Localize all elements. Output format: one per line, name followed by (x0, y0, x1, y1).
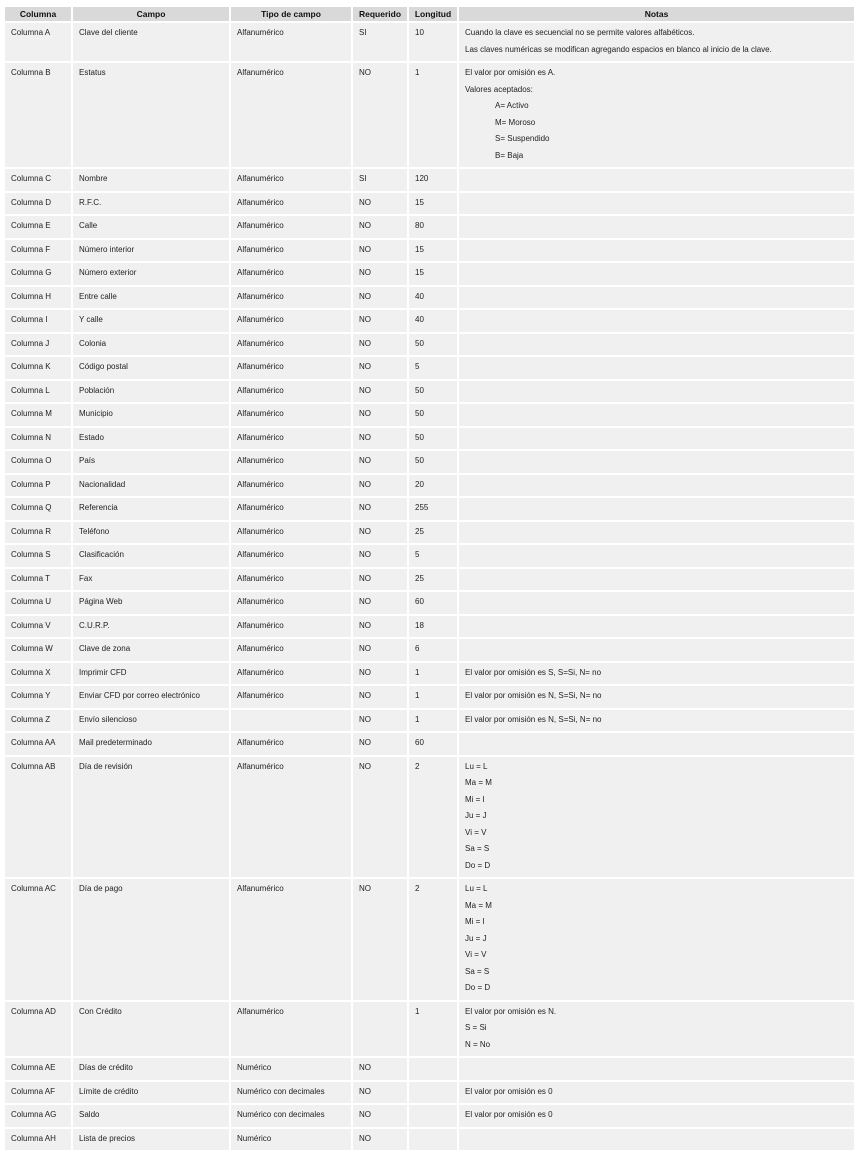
table-row (5, 216, 854, 238)
cell-columna: Columna T (5, 569, 71, 591)
cell-notas (459, 1058, 854, 1080)
header-campo: Campo (73, 7, 229, 21)
cell-requerido: NO (353, 404, 407, 426)
cell-longitud: 5 (409, 357, 457, 379)
cell-campo: Calle (73, 216, 229, 238)
header-tipo: Tipo de campo (231, 7, 351, 21)
note-line: Sa = S (465, 844, 490, 853)
cell-longitud: 255 (409, 498, 457, 520)
cell-campo: País (73, 451, 229, 473)
table-row (5, 404, 854, 426)
field-layout-table (3, 5, 856, 1152)
table-row (5, 639, 854, 661)
cell-campo: Días de crédito (73, 1058, 229, 1080)
cell-columna: Columna Q (5, 498, 71, 520)
table-row (5, 357, 854, 379)
cell-tipo: Alfanumérico (231, 193, 351, 215)
cell-notas (459, 240, 854, 262)
cell-requerido: NO (353, 357, 407, 379)
cell-requerido: NO (353, 545, 407, 567)
note-line: S= Suspendido (495, 134, 550, 143)
cell-tipo: Alfanumérico (231, 287, 351, 309)
note-line: El valor por omisión es 0 (465, 1086, 553, 1096)
note-line: El valor por omisión es 0 (465, 1110, 553, 1119)
note-line: El valor por omisión es N. (465, 1006, 557, 1016)
cell-campo: Imprimir CFD (73, 663, 229, 685)
cell-notas (459, 381, 854, 403)
cell-longitud: 1 (409, 686, 457, 708)
cell-requerido: NO (353, 757, 407, 878)
cell-campo: Colonia (73, 334, 229, 356)
note-line: El valor por omisión es N, S=Si, N= no (465, 691, 602, 700)
cell-notas (459, 216, 854, 238)
cell-longitud (409, 1105, 457, 1127)
cell-longitud: 1 (409, 663, 457, 685)
cell-longitud: 15 (409, 193, 457, 215)
cell-columna: Columna V (5, 616, 71, 638)
cell-campo: Clave del cliente (73, 23, 229, 61)
header-row (5, 7, 854, 21)
table-row (5, 310, 854, 332)
cell-longitud: 40 (409, 287, 457, 309)
cell-longitud: 40 (409, 310, 457, 332)
note-line: Ma = M (465, 778, 492, 787)
cell-tipo: Alfanumérico (231, 545, 351, 567)
cell-requerido: NO (353, 1058, 407, 1080)
cell-requerido: NO (353, 522, 407, 544)
cell-columna: Columna F (5, 240, 71, 262)
cell-campo: Municipio (73, 404, 229, 426)
cell-campo: Código postal (73, 357, 229, 379)
cell-campo: Envío silencioso (73, 710, 229, 732)
cell-campo: Saldo (73, 1105, 229, 1127)
table-row (5, 592, 854, 614)
table-row (5, 1082, 854, 1104)
cell-campo: Nombre (73, 169, 229, 191)
table-row (5, 1058, 854, 1080)
cell-tipo (231, 710, 351, 732)
cell-campo: Límite de crédito (73, 1082, 229, 1104)
cell-notas (459, 663, 854, 685)
cell-tipo: Alfanumérico (231, 23, 351, 61)
cell-columna: Columna W (5, 639, 71, 661)
header-longitud: Longitud (409, 7, 457, 21)
cell-tipo: Alfanumérico (231, 616, 351, 638)
cell-campo: Número interior (73, 240, 229, 262)
cell-columna: Columna Z (5, 710, 71, 732)
cell-tipo: Alfanumérico (231, 522, 351, 544)
cell-columna: Columna AH (5, 1129, 71, 1151)
cell-notas (459, 475, 854, 497)
cell-notas (459, 710, 854, 732)
note-line: El valor por omisión es N, S=Si, N= no (465, 714, 602, 724)
note-line: Do = D (465, 860, 491, 870)
cell-campo: Con Crédito (73, 1002, 229, 1057)
cell-tipo: Alfanumérico (231, 569, 351, 591)
cell-notas (459, 404, 854, 426)
cell-notas (459, 522, 854, 544)
table-row (5, 1105, 854, 1127)
note-line: Ju = J (465, 811, 487, 820)
cell-requerido: NO (353, 663, 407, 685)
table-row (5, 545, 854, 567)
table-row (5, 686, 854, 708)
cell-requerido: NO (353, 1105, 407, 1127)
table-row (5, 381, 854, 403)
note-line: Lu = L (465, 884, 488, 893)
cell-notas (459, 569, 854, 591)
cell-requerido: NO (353, 733, 407, 755)
cell-notas (459, 757, 854, 878)
cell-columna: Columna N (5, 428, 71, 450)
cell-requerido: NO (353, 475, 407, 497)
note-line: Do = D (465, 983, 491, 992)
table-row (5, 498, 854, 520)
cell-columna: Columna AD (5, 1002, 71, 1057)
cell-notas (459, 616, 854, 638)
cell-notas (459, 193, 854, 215)
cell-notas (459, 733, 854, 755)
cell-campo: Y calle (73, 310, 229, 332)
table-row (5, 1129, 854, 1151)
cell-columna: Columna AC (5, 879, 71, 1000)
cell-columna: Columna AF (5, 1082, 71, 1104)
cell-campo: Teléfono (73, 522, 229, 544)
cell-longitud: 50 (409, 451, 457, 473)
table-row (5, 263, 854, 285)
cell-longitud: 2 (409, 757, 457, 878)
header-columna: Columna (5, 7, 71, 21)
cell-longitud: 1 (409, 1002, 457, 1057)
note-line: S = Si (465, 1023, 487, 1032)
cell-notas (459, 451, 854, 473)
cell-longitud: 10 (409, 23, 457, 61)
cell-tipo: Alfanumérico (231, 310, 351, 332)
cell-longitud (409, 1058, 457, 1080)
cell-longitud: 5 (409, 545, 457, 567)
cell-campo: Población (73, 381, 229, 403)
cell-columna: Columna K (5, 357, 71, 379)
note-line: Ju = J (465, 933, 487, 943)
note-line: B= Baja (495, 150, 524, 160)
note-line: Lu = L (465, 761, 488, 771)
cell-tipo: Alfanumérico (231, 381, 351, 403)
cell-requerido: NO (353, 639, 407, 661)
cell-tipo: Alfanumérico (231, 733, 351, 755)
table-row (5, 522, 854, 544)
cell-longitud: 80 (409, 216, 457, 238)
cell-campo: Página Web (73, 592, 229, 614)
cell-tipo: Alfanumérico (231, 216, 351, 238)
cell-tipo: Alfanumérico (231, 663, 351, 685)
cell-campo: Referencia (73, 498, 229, 520)
cell-requerido: NO (353, 428, 407, 450)
table-row (5, 733, 854, 755)
cell-columna: Columna Y (5, 686, 71, 708)
cell-tipo: Alfanumérico (231, 169, 351, 191)
cell-longitud: 15 (409, 263, 457, 285)
cell-columna: Columna A (5, 23, 71, 61)
cell-tipo: Alfanumérico (231, 451, 351, 473)
note-line: Valores aceptados: (465, 84, 533, 94)
cell-campo: Estatus (73, 63, 229, 167)
cell-longitud: 50 (409, 381, 457, 403)
cell-columna: Columna J (5, 334, 71, 356)
cell-requerido: NO (353, 592, 407, 614)
cell-requerido: NO (353, 334, 407, 356)
cell-notas (459, 1129, 854, 1151)
cell-requerido: NO (353, 263, 407, 285)
cell-campo: Mail predeterminado (73, 733, 229, 755)
cell-tipo: Alfanumérico (231, 757, 351, 878)
cell-notas (459, 1105, 854, 1127)
cell-columna: Columna AA (5, 733, 71, 755)
table-row (5, 23, 854, 61)
cell-requerido: SI (353, 169, 407, 191)
cell-campo: R.F.C. (73, 193, 229, 215)
cell-tipo: Alfanumérico (231, 428, 351, 450)
cell-notas (459, 545, 854, 567)
cell-requerido: NO (353, 686, 407, 708)
cell-longitud (409, 1082, 457, 1104)
table-row (5, 240, 854, 262)
note-line: Mi = I (465, 917, 485, 926)
cell-longitud: 15 (409, 240, 457, 262)
cell-columna: Columna AG (5, 1105, 71, 1127)
cell-longitud: 60 (409, 592, 457, 614)
table-row (5, 193, 854, 215)
cell-columna: Columna U (5, 592, 71, 614)
cell-requerido: NO (353, 710, 407, 732)
cell-requerido: NO (353, 240, 407, 262)
cell-requerido: NO (353, 498, 407, 520)
cell-tipo: Alfanumérico (231, 686, 351, 708)
cell-tipo: Alfanumérico (231, 240, 351, 262)
note-line: Vi = V (465, 827, 487, 837)
cell-tipo: Numérico (231, 1058, 351, 1080)
table-row (5, 757, 854, 878)
cell-notas (459, 498, 854, 520)
cell-requerido: NO (353, 451, 407, 473)
cell-columna: Columna C (5, 169, 71, 191)
cell-notas (459, 639, 854, 661)
cell-longitud: 1 (409, 63, 457, 167)
cell-longitud: 60 (409, 733, 457, 755)
cell-notas (459, 310, 854, 332)
cell-columna: Columna I (5, 310, 71, 332)
table-row (5, 475, 854, 497)
cell-tipo: Numérico (231, 1129, 351, 1151)
cell-campo: Enviar CFD por correo electrónico (73, 686, 229, 708)
table-row (5, 1002, 854, 1057)
cell-columna: Columna D (5, 193, 71, 215)
cell-longitud: 18 (409, 616, 457, 638)
note-line: Cuando la clave es secuencial no se permite valores alfabéticos. (465, 28, 695, 37)
cell-columna: Columna AB (5, 757, 71, 878)
header-notas: Notas (459, 7, 854, 21)
cell-requerido: NO (353, 879, 407, 1000)
cell-campo: Día de pago (73, 879, 229, 1000)
cell-tipo: Alfanumérico (231, 879, 351, 1000)
cell-tipo: Numérico con decimales (231, 1105, 351, 1127)
table-row (5, 428, 854, 450)
table-row (5, 710, 854, 732)
cell-columna: Columna H (5, 287, 71, 309)
cell-columna: Columna G (5, 263, 71, 285)
cell-notas (459, 1002, 854, 1057)
cell-requerido (353, 1002, 407, 1057)
cell-campo: Nacionalidad (73, 475, 229, 497)
cell-requerido: NO (353, 287, 407, 309)
cell-tipo: Numérico con decimales (231, 1082, 351, 1104)
cell-longitud (409, 1129, 457, 1151)
cell-longitud: 20 (409, 475, 457, 497)
cell-longitud: 6 (409, 639, 457, 661)
table-body (5, 23, 854, 1150)
cell-columna: Columna M (5, 404, 71, 426)
cell-requerido: NO (353, 569, 407, 591)
cell-requerido: NO (353, 1082, 407, 1104)
table-row (5, 169, 854, 191)
note-line: El valor por omisión es A. (465, 68, 556, 77)
cell-requerido: NO (353, 63, 407, 167)
cell-tipo: Alfanumérico (231, 1002, 351, 1057)
note-line: A= Activo (495, 101, 529, 110)
cell-longitud: 25 (409, 522, 457, 544)
cell-campo: Día de revisión (73, 757, 229, 878)
cell-tipo: Alfanumérico (231, 498, 351, 520)
cell-longitud: 50 (409, 334, 457, 356)
cell-notas (459, 686, 854, 708)
cell-tipo: Alfanumérico (231, 592, 351, 614)
cell-campo: Lista de precios (73, 1129, 229, 1151)
cell-requerido: NO (353, 310, 407, 332)
cell-notas (459, 428, 854, 450)
cell-tipo: Alfanumérico (231, 357, 351, 379)
cell-notas (459, 357, 854, 379)
cell-requerido: SI (353, 23, 407, 61)
note-line: Las claves numéricas se modifican agregando espacios en blanco al inicio de la clave. (465, 44, 772, 54)
note-line: Ma = M (465, 900, 492, 910)
cell-campo: C.U.R.P. (73, 616, 229, 638)
note-line: Vi = V (465, 950, 487, 959)
note-line: Sa = S (465, 966, 490, 976)
cell-campo: Fax (73, 569, 229, 591)
cell-tipo: Alfanumérico (231, 475, 351, 497)
cell-columna: Columna E (5, 216, 71, 238)
cell-columna: Columna P (5, 475, 71, 497)
cell-longitud: 2 (409, 879, 457, 1000)
cell-columna: Columna B (5, 63, 71, 167)
cell-notas (459, 1082, 854, 1104)
cell-notas (459, 879, 854, 1000)
cell-requerido: NO (353, 216, 407, 238)
cell-notas (459, 287, 854, 309)
cell-longitud: 120 (409, 169, 457, 191)
cell-requerido: NO (353, 193, 407, 215)
cell-columna: Columna AE (5, 1058, 71, 1080)
cell-longitud: 25 (409, 569, 457, 591)
cell-notas (459, 334, 854, 356)
cell-notas (459, 263, 854, 285)
cell-requerido: NO (353, 381, 407, 403)
table-row (5, 569, 854, 591)
table-row (5, 63, 854, 167)
note-line: Mi = I (465, 794, 485, 804)
cell-notas (459, 63, 854, 167)
table-row (5, 616, 854, 638)
note-line: El valor por omisión es S, S=Si, N= no (465, 667, 602, 677)
cell-requerido: NO (353, 616, 407, 638)
cell-columna: Columna X (5, 663, 71, 685)
cell-requerido: NO (353, 1129, 407, 1151)
cell-longitud: 1 (409, 710, 457, 732)
cell-columna: Columna S (5, 545, 71, 567)
cell-campo: Número exterior (73, 263, 229, 285)
cell-tipo: Alfanumérico (231, 263, 351, 285)
table-row (5, 663, 854, 685)
cell-campo: Clave de zona (73, 639, 229, 661)
header-requerido: Requerido (353, 7, 407, 21)
cell-campo: Clasificación (73, 545, 229, 567)
note-line: M= Moroso (495, 117, 536, 127)
cell-columna: Columna O (5, 451, 71, 473)
cell-campo: Entre calle (73, 287, 229, 309)
cell-columna: Columna L (5, 381, 71, 403)
note-line: N = No (465, 1039, 491, 1049)
cell-tipo: Alfanumérico (231, 404, 351, 426)
cell-tipo: Alfanumérico (231, 334, 351, 356)
cell-longitud: 50 (409, 428, 457, 450)
cell-notas (459, 169, 854, 191)
cell-notas (459, 23, 854, 61)
table-row (5, 451, 854, 473)
cell-notas (459, 592, 854, 614)
cell-tipo: Alfanumérico (231, 639, 351, 661)
table-row (5, 287, 854, 309)
table-row (5, 334, 854, 356)
cell-tipo: Alfanumérico (231, 63, 351, 167)
cell-columna: Columna R (5, 522, 71, 544)
cell-campo: Estado (73, 428, 229, 450)
cell-longitud: 50 (409, 404, 457, 426)
table-row (5, 879, 854, 1000)
